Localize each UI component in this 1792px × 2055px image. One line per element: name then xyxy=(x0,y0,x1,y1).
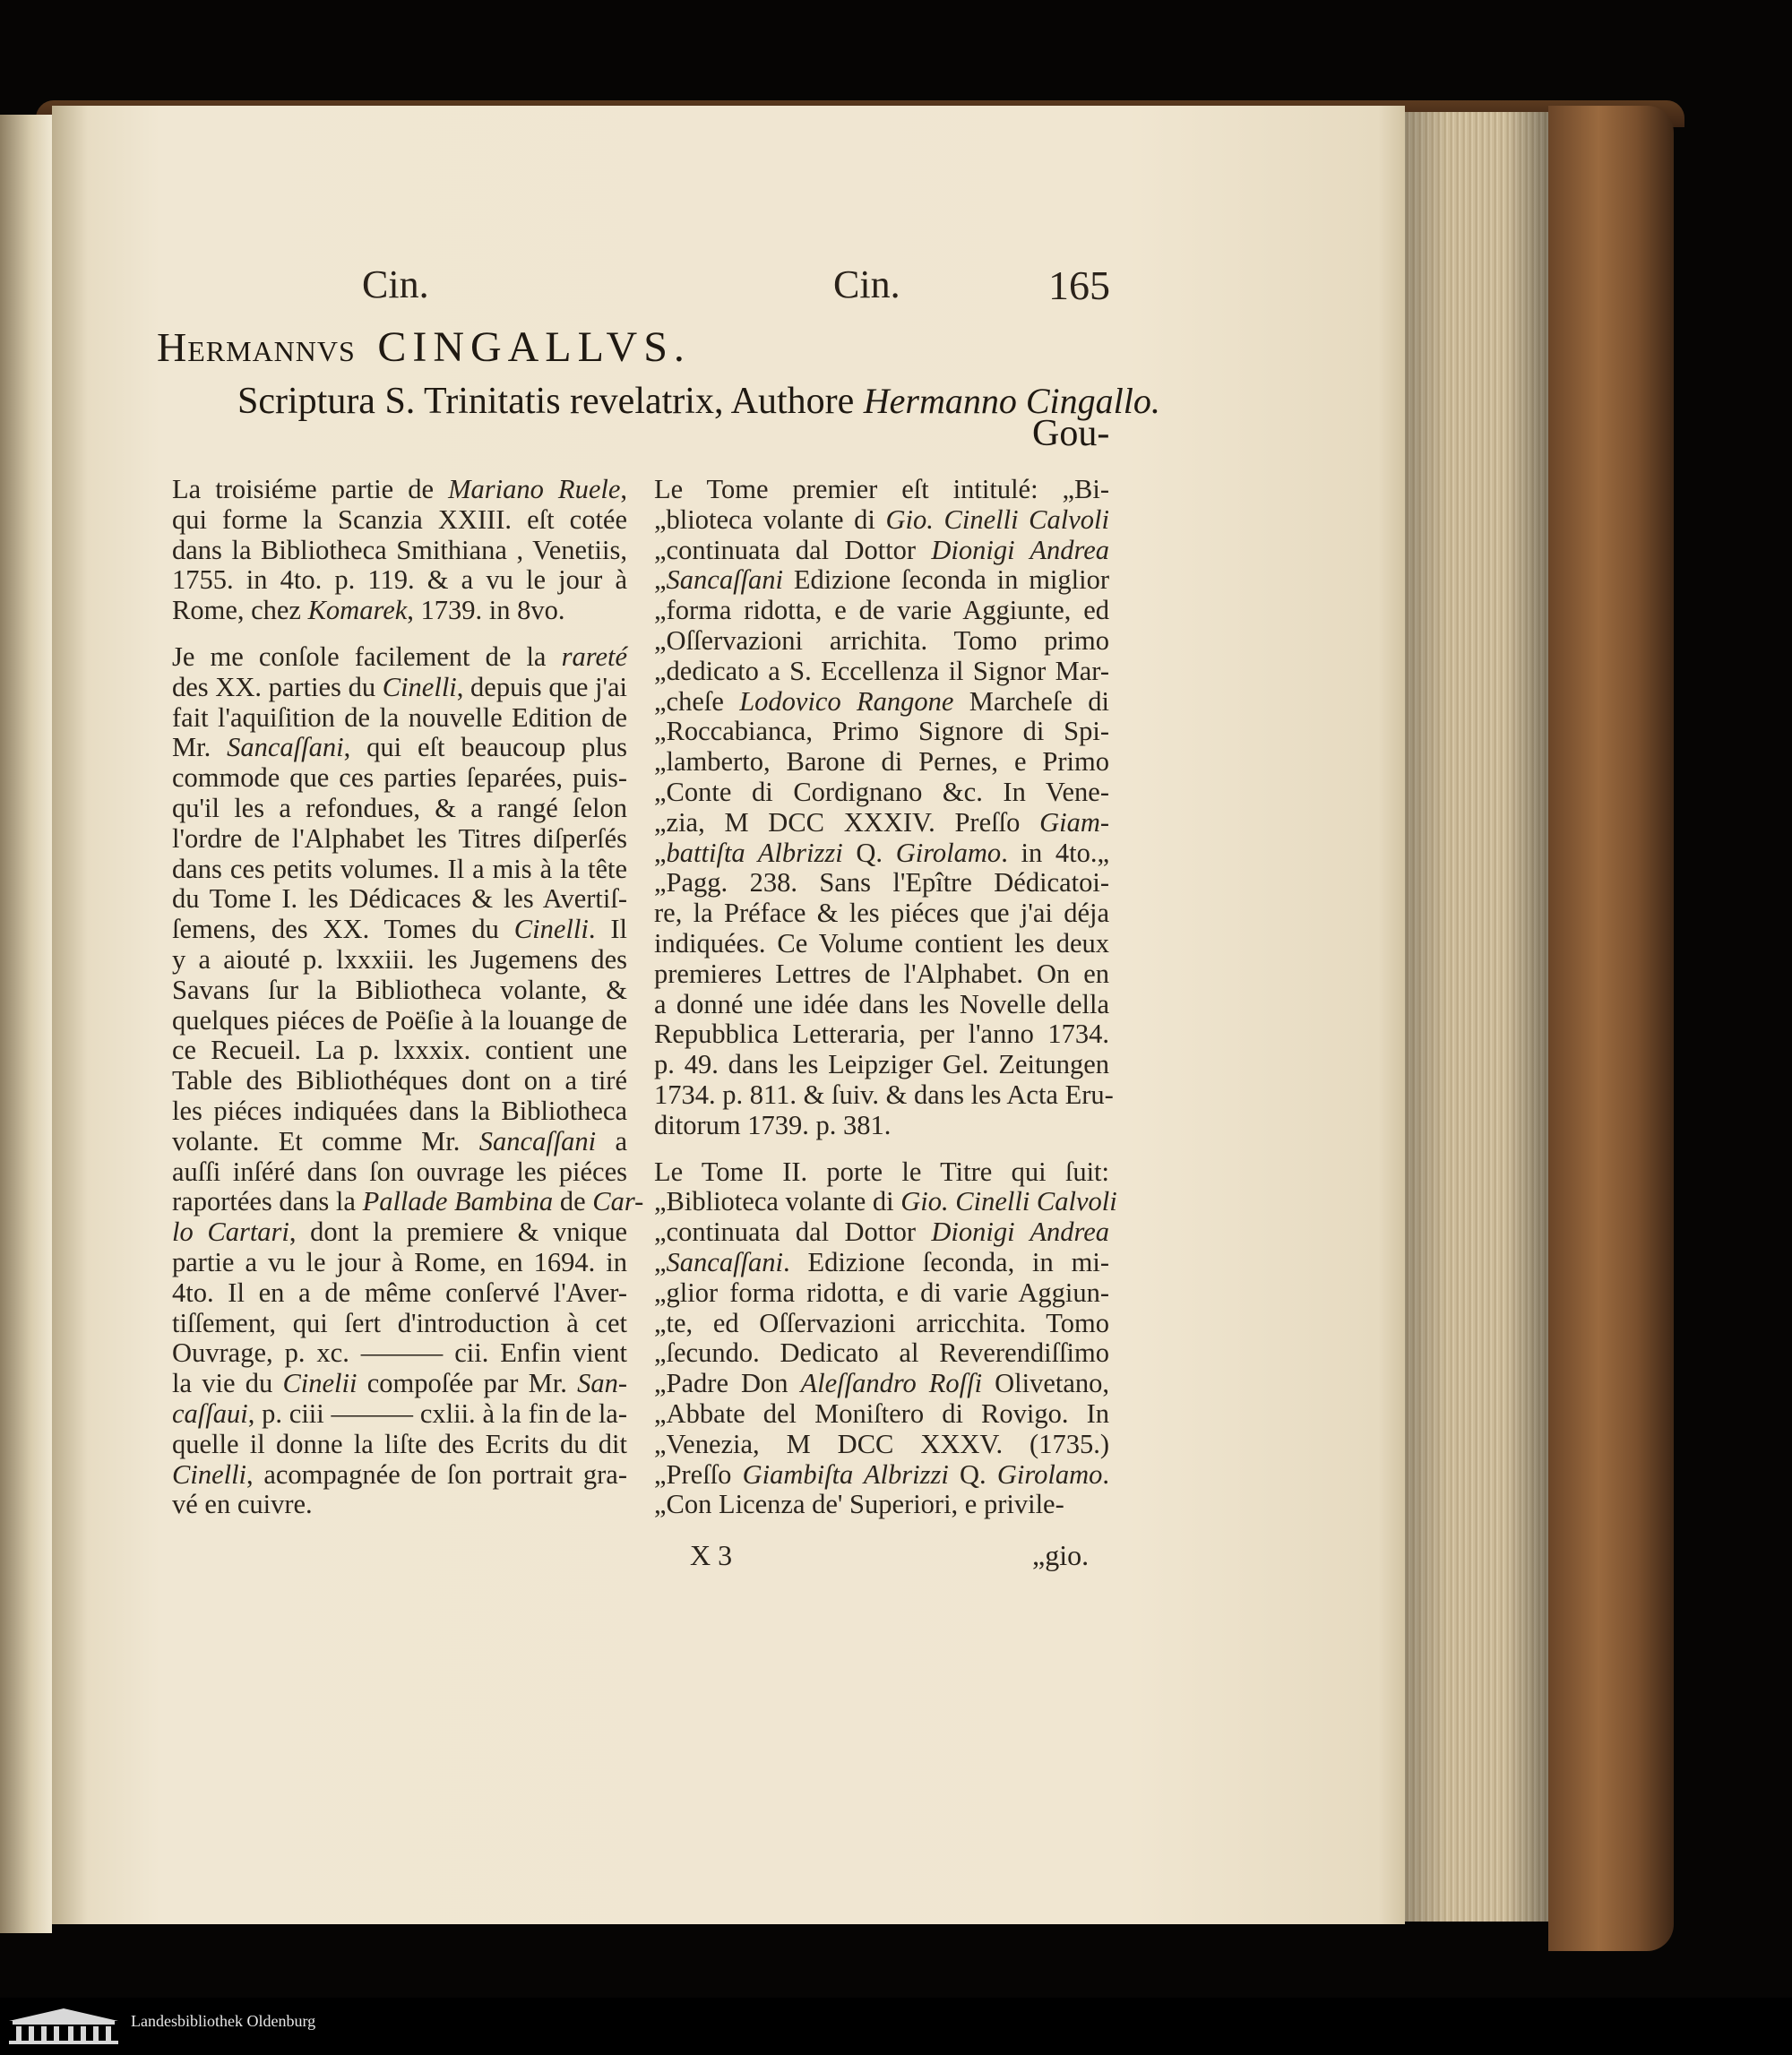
text-line: auſſi inſéré dans ſon ouvrage les piéces xyxy=(172,1156,627,1187)
text-line: „Con Licenza de' Superiori, e privile- xyxy=(654,1489,1064,1520)
text-line: „Sancaſſani. Edizione ſeconda, in mi- xyxy=(654,1246,1109,1277)
text-line: „Pagg. 238. Sans l'Epître Dédicatoi- xyxy=(654,867,1109,899)
italic-text: Sancaſſani xyxy=(227,732,344,763)
text-line: la vie du Cinelii compoſée par Mr. San- xyxy=(172,1368,627,1399)
text-line: ce Recueil. La p. lxxxix. contient une xyxy=(172,1035,627,1066)
italic-text: Sancaſſani xyxy=(666,564,784,596)
text-line: Le Tome premier eſt intitulé: „Bi- xyxy=(654,474,1109,504)
text-line: commode que ces parties ſeparées, puis- xyxy=(172,762,627,794)
work-title-text: Scriptura S. Trinitatis revelatrix, Authore xyxy=(237,381,855,422)
text-line: ſemens, des XX. Tomes du Cinelli. Il xyxy=(172,914,627,945)
italic-text: Gio. Cinelli Calvoli xyxy=(900,1186,1117,1217)
italic-text: Girolamo xyxy=(996,1458,1103,1490)
text-line: „cheſe Lodovico Rangone Marcheſe di xyxy=(654,685,1109,717)
italic-text: Gio. Cinelli Calvoli xyxy=(885,503,1109,535)
text-column-left xyxy=(172,474,644,1520)
italic-text: rareté xyxy=(561,641,627,672)
running-head-left: Cin. xyxy=(362,262,429,306)
italic-text: Lodovico Rangone xyxy=(739,685,954,717)
text-line: Repubblica Letteraria, per l'anno 1734. xyxy=(654,1019,1109,1050)
catchword-title: Gou- xyxy=(1032,413,1110,454)
text-line: „ſecundo. Dedicato al Reverendiſſimo xyxy=(654,1337,1109,1369)
text-line: indiquées. Ce Volume contient les deux xyxy=(654,927,1109,959)
italic-text: Giambiſta Albrizzi xyxy=(742,1458,949,1490)
italic-text: Cinelli xyxy=(382,671,457,702)
italic-text: Mariano Ruele xyxy=(448,474,621,504)
text-line: vé en cuivre. xyxy=(172,1489,313,1520)
text-line: l'ordre de l'Alphabet les Titres diſperſés xyxy=(172,822,627,854)
text-line: 4to. Il en a de même conſervé l'Aver- xyxy=(172,1277,627,1308)
text-line: Savans ſur la Bibliotheca volante, & xyxy=(172,974,627,1005)
italic-text: Cinelli xyxy=(513,914,589,945)
italic-text: Cinelii xyxy=(282,1368,358,1399)
text-line: Rome, chez Komarek, 1739. in 8vo. xyxy=(172,595,565,626)
running-head-center: Cin. xyxy=(833,262,900,306)
text-line: du Tome I. les Dédicaces & les Avertiſ- xyxy=(172,883,627,915)
text-line: tiſſement, qui ſert d'introduction à cet xyxy=(172,1307,627,1338)
work-author: Hermanno Cingallo. xyxy=(863,381,1160,421)
text-line: Je me conſole facilement de la rareté xyxy=(172,641,627,672)
text-line: quelle il donne la liſte des Ecrits du dit xyxy=(172,1428,627,1459)
italic-text: Giam- xyxy=(1039,806,1109,838)
text-line: des XX. parties du Cinelli, depuis que j'ai xyxy=(172,671,627,702)
text-line: La troisiéme partie de Mariano Ruele, xyxy=(172,474,627,504)
text-line: „Venezia, M DCC XXXV. (1735.) xyxy=(654,1428,1109,1459)
text-line: caſſaui, p. ciii ——— cxlii. à la fin de la- xyxy=(172,1397,627,1429)
text-line: „Abbate del Moniſtero di Rovigo. In xyxy=(654,1397,1109,1429)
text-line: „zia, M DCC XXXIV. Preſſo Giam- xyxy=(654,806,1109,838)
text-line: „Sancaſſani Edizione ſeconda in miglior xyxy=(654,564,1109,596)
catchword-bottom: „gio. xyxy=(1032,1539,1090,1571)
text-line: dans ces petits volumes. Il a mis à la tête xyxy=(172,853,627,884)
italic-text: caſſaui xyxy=(172,1397,248,1429)
author-surname: CINGALLVS. xyxy=(377,323,691,371)
paragraph-gap xyxy=(654,1141,1109,1157)
text-line: „Roccabianca, Primo Signore di Spi- xyxy=(654,716,1109,747)
text-column-right xyxy=(654,474,1117,1520)
signature-mark: X 3 xyxy=(690,1539,733,1571)
italic-text: battiſta Albrizzi xyxy=(666,837,843,868)
text-line: Mr. Sancaſſani, qui eſt beaucoup plus xyxy=(172,732,627,763)
italic-text: Sancaſſani xyxy=(478,1125,597,1156)
italic-text: Aleſſandro Roſſi xyxy=(800,1368,983,1399)
text-line: „continuata dal Dottor Dionigi Andrea xyxy=(654,1217,1109,1248)
text-line: raportées dans la Pallade Bambina de Car- xyxy=(172,1186,644,1217)
text-line: a donné une idée dans les Novelle della xyxy=(654,988,1109,1019)
text-line: Table des Bibliothéques dont on a tiré xyxy=(172,1065,627,1096)
text-line: lo Cartari, dont la premiere & vnique xyxy=(172,1217,627,1248)
text-line: „Conte di Cordignano &c. In Vene- xyxy=(654,776,1109,807)
text-line: „Oſſervazioni arrichita. Tomo primo xyxy=(654,624,1109,656)
text-line: „Padre Don Aleſſandro Roſſi Olivetano, xyxy=(654,1368,1109,1399)
italic-text: Girolamo xyxy=(895,837,1002,868)
text-line: „blioteca volante di Gio. Cinelli Calvoli xyxy=(654,503,1109,535)
library-logo-icon xyxy=(5,2005,122,2046)
text-line: „dedicato a S. Eccellenza il Signor Mar- xyxy=(654,655,1109,686)
italic-text: Dionigi Andrea xyxy=(931,534,1109,565)
text-line: qu'il les a refondues, & a rangé ſelon xyxy=(172,792,627,823)
book-cover-right xyxy=(1548,106,1674,1951)
italic-text: Sancaſſani xyxy=(666,1246,784,1277)
text-line: „glior forma ridotta, e di varie Aggiun- xyxy=(654,1277,1109,1308)
text-line: „Biblioteca volante di Gio. Cinelli Calvoli xyxy=(654,1186,1117,1217)
text-line: p. 49. dans les Leipziger Gel. Zeitungen xyxy=(654,1049,1109,1080)
text-line: „continuata dal Dottor Dionigi Andrea xyxy=(654,534,1109,565)
italic-text: Komarek xyxy=(307,595,408,626)
italic-text: lo Cartari xyxy=(172,1217,289,1248)
entry-heading xyxy=(157,322,1142,372)
text-line: re, la Préface & les piéces que j'ai déja xyxy=(654,898,1109,929)
text-line: Le Tome II. porte le Titre qui ſuit: xyxy=(654,1156,1109,1187)
text-line: partie a vu le jour à Rome, en 1694. in xyxy=(172,1246,627,1277)
text-line: les piéces indiquées dans la Bibliotheca xyxy=(172,1095,627,1126)
text-line: Ouvrage, p. xc. ——— cii. Enfin vient xyxy=(172,1337,627,1369)
text-line: volante. Et comme Mr. Sancaſſani a xyxy=(172,1125,627,1156)
text-line: 1755. in 4to. p. 119. & a vu le jour à xyxy=(172,564,627,596)
paragraph-gap xyxy=(172,626,627,642)
italic-text: San- xyxy=(577,1368,627,1399)
page-number: 165 xyxy=(1048,262,1110,308)
text-line: „forma ridotta, e de varie Aggiunte, ed xyxy=(654,595,1109,626)
italic-text: Dionigi Andrea xyxy=(931,1217,1109,1248)
text-line: ditorum 1739. p. 381. xyxy=(654,1109,892,1140)
author-name: Hermannvs xyxy=(157,324,356,370)
text-line: 1734. p. 811. & ſuiv. & dans les Acta Eru- xyxy=(654,1079,1114,1110)
text-line: qui forme la Scanzia XXIII. eſt cotée xyxy=(172,503,627,535)
text-line: Cinelli, acompagnée de ſon portrait gra- xyxy=(172,1458,627,1490)
text-line: „te, ed Oſſervazioni arricchita. Tomo xyxy=(654,1307,1109,1338)
text-line: „Preſſo Giambiſta Albrizzi Q. Girolamo. xyxy=(654,1458,1109,1490)
text-line: dans la Bibliotheca Smithiana , Venetiis, xyxy=(172,534,627,565)
italic-text: Cinelli xyxy=(172,1458,247,1490)
text-line: quelques piéces de Poëſie à la louange de xyxy=(172,1004,627,1036)
italic-text: Pallade Bambina xyxy=(362,1186,554,1217)
text-line: „battiſta Albrizzi Q. Girolamo. in 4to.„ xyxy=(654,837,1109,868)
italic-text: Car- xyxy=(592,1186,644,1217)
work-title xyxy=(237,380,1160,423)
library-name: Landesbibliothek Oldenburg xyxy=(131,2012,316,2030)
text-line: y a aiouté p. lxxxiii. les Jugemens des xyxy=(172,943,627,975)
text-line: fait l'aquiſition de la nouvelle Edition de xyxy=(172,701,627,733)
facing-page-edge xyxy=(0,115,52,1933)
text-line: „lamberto, Barone di Pernes, e Primo xyxy=(654,746,1109,778)
text-line: premieres Lettres de l'Alphabet. On en xyxy=(654,958,1109,989)
